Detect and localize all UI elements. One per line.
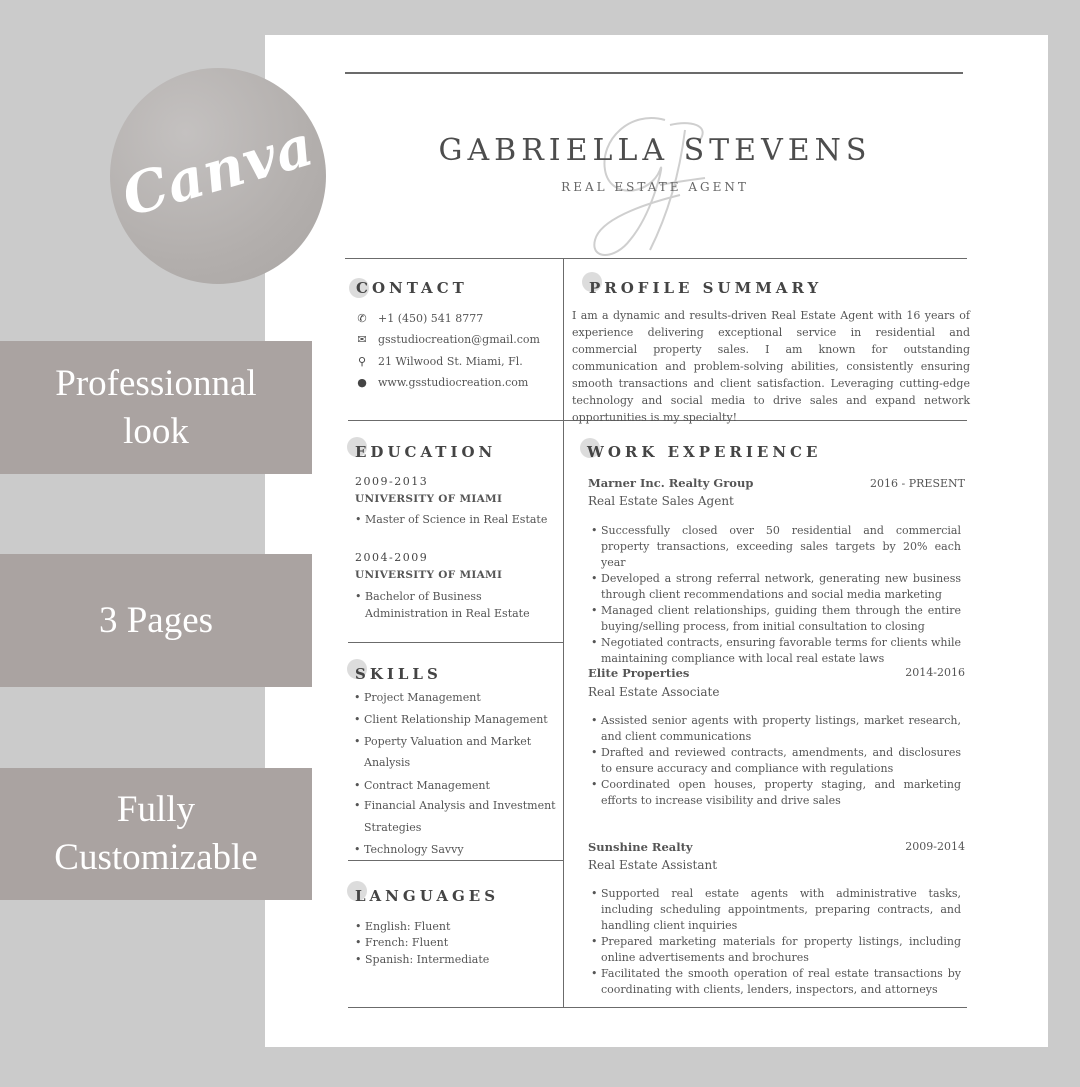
column-divider (563, 258, 564, 1008)
job-role: Real Estate Assistant (588, 858, 718, 872)
skill-item: • Poperty Valuation and Market (364, 734, 531, 750)
job-bullet: • Successfully closed over 50 residential and commercial property transactions, exceeding sales targets by 20% each year (601, 523, 961, 571)
job-dates: 2014-2016 (905, 666, 965, 679)
contact-phone (355, 312, 483, 325)
website-text: www.gsstudiocreation.com (378, 376, 529, 389)
job-bullets (601, 886, 961, 998)
job-bullet: • Developed a strong referral network, generating new business through client recommendations and social media marketing (601, 571, 961, 603)
job-bullet: • Managed client relationships, guiding them through the entire buying/selling process, from initial consultation to closing (601, 603, 961, 635)
language-item: • French: Fluent (365, 935, 448, 951)
job-dates: 2009-2014 (905, 840, 965, 853)
promo-banner-professional (0, 341, 312, 474)
resume-name: GABRIELLA STEVENS (438, 133, 872, 168)
contact-website (355, 376, 528, 389)
language-item: • Spanish: Intermediate (365, 952, 489, 968)
skill-item: • Client Relationship Management (364, 712, 548, 728)
contact-address (355, 355, 523, 368)
banner-line: Professionnal (55, 362, 257, 404)
job-company: Elite Properties (588, 666, 690, 680)
email-text: gsstudiocreation@gmail.com (378, 333, 540, 346)
job-dates: 2016 - PRESENT (870, 477, 965, 490)
skill-item: • Financial Analysis and Investment (364, 798, 556, 814)
job-bullet: • Supported real estate agents with administrative tasks, including scheduling appointments, preparing contracts, and handling client inquiries (601, 886, 961, 934)
skill-item: • Project Management (364, 690, 481, 706)
resume-title: REAL ESTATE AGENT (561, 180, 749, 194)
profile-heading: PROFILE SUMMARY (589, 279, 823, 297)
skills-heading: SKILLS (355, 665, 442, 683)
contact-heading: CONTACT (356, 279, 468, 297)
work-heading: WORK EXPERIENCE (587, 443, 822, 461)
banner-line: Fully (116, 789, 196, 830)
banner-line: 3 Pages (98, 599, 214, 641)
address-text: 21 Wilwood St. Miami, Fl. (378, 355, 523, 368)
edu-years: 2009-2013 (355, 475, 429, 488)
edu-degree: • Bachelor of Business (365, 589, 482, 605)
job-bullets (601, 523, 961, 667)
skill-item: • Technology Savvy (364, 842, 464, 858)
location-pin-icon: ⚲ (357, 355, 367, 368)
top-rule (345, 72, 963, 74)
edu-school: UNIVERSITY OF MIAMI (355, 493, 503, 505)
job-role: Real Estate Associate (588, 685, 720, 699)
job-bullet: • Prepared marketing materials for property listings, including online advertisements and brochures (601, 934, 961, 966)
job-bullet: • Assisted senior agents with property listings, market research, and client communications (601, 713, 961, 745)
edu-school: UNIVERSITY OF MIAMI (355, 569, 503, 581)
banner-line: look (123, 410, 189, 452)
contact-email (355, 333, 540, 346)
edu-degree: • Master of Science in Real Estate (365, 512, 547, 528)
bottom-rule (348, 1007, 967, 1008)
phone-text: +1 (450) 541 8777 (378, 312, 484, 325)
section-rule (348, 860, 563, 861)
edu-degree-cont: Administration in Real Estate (365, 607, 530, 620)
languages-heading: LANGUAGES (355, 887, 500, 905)
skill-item-cont: Strategies (364, 821, 422, 834)
section-rule (348, 642, 563, 643)
phone-icon: ✆ (357, 312, 367, 325)
profile-text: I am a dynamic and results-driven Real Estate Agent with 16 years of experience delivering exceptional service in residential and commercial property sales. I am known for outstanding communication and problem-solving abilities, consistently ensuring smooth transactions and client satisfaction. Leveraging cutting-edge technology and social media to drive sales and expand network opportunities is my specialty! (572, 309, 970, 424)
globe-icon: ● (357, 376, 367, 389)
job-bullet: • Facilitated the smooth operation of real estate transactions by coordinating with clients, lenders, inspectors, and attorneys (601, 966, 961, 998)
edu-years: 2004-2009 (355, 551, 429, 564)
canva-badge-text: Canva (114, 112, 322, 230)
job-company: Marner Inc. Realty Group (588, 476, 754, 490)
mail-icon: ✉ (357, 333, 367, 346)
skill-item-cont: Analysis (364, 756, 411, 769)
job-bullet: • Coordinated open houses, property staging, and marketing efforts to increase visibility and drive sales (601, 777, 961, 809)
skill-item: • Contract Management (364, 778, 490, 794)
job-role: Real Estate Sales Agent (588, 494, 734, 508)
job-company: Sunshine Realty (588, 840, 693, 854)
job-bullets (601, 713, 961, 809)
promo-banner-customizable (0, 768, 312, 900)
promo-banner-pages (0, 554, 312, 687)
education-heading: EDUCATION (355, 443, 497, 461)
job-bullet: • Negotiated contracts, ensuring favorable terms for clients while maintaining compliance with local real estate laws (601, 635, 961, 667)
canva-badge (110, 68, 326, 284)
job-bullet: • Drafted and reviewed contracts, amendments, and disclosures to ensure accuracy and compliance with regulations (601, 745, 961, 777)
banner-line: Customizable (54, 837, 258, 878)
language-item: • English: Fluent (365, 919, 450, 935)
header-rule (345, 258, 967, 259)
